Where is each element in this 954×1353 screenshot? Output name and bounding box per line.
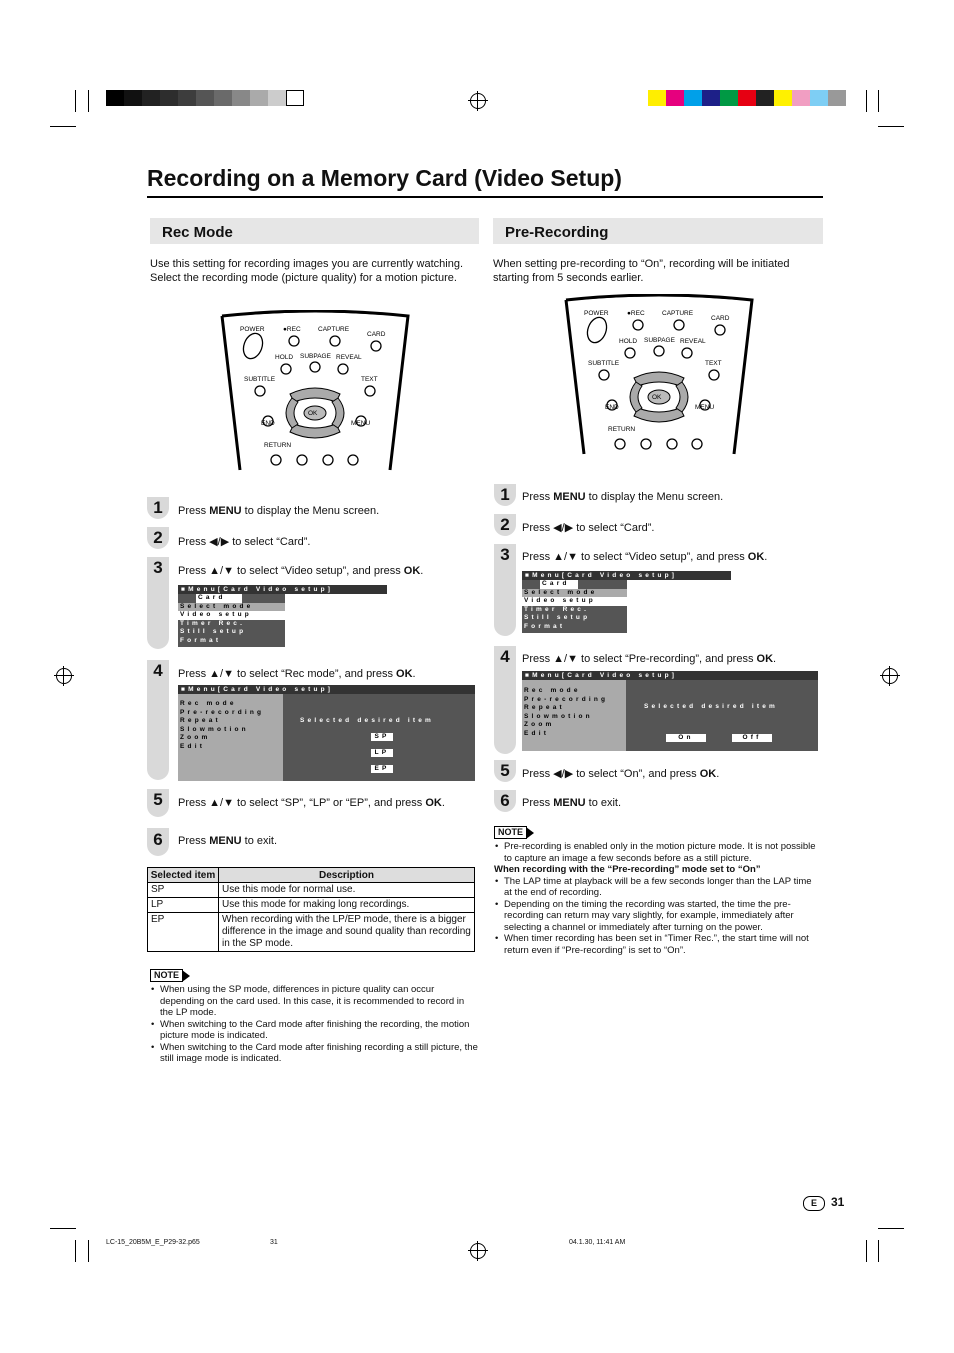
menu-screen-video-setup — [178, 685, 475, 781]
footer-file: LC-15_20B5M_E_P29-32.p65 — [106, 1239, 200, 1246]
step-text: Press ▲/▼ to select “Pre-recording”, and press OK. — [522, 653, 777, 665]
crop-mark — [88, 1240, 89, 1262]
table-cell-item: SP — [148, 883, 219, 898]
menu-item[interactable]: Format — [180, 636, 222, 644]
step-text: Press ◀/▶ to select “Card”. — [178, 536, 311, 548]
remote-label-menu: MENU — [695, 404, 715, 411]
menu-screen-card — [178, 585, 387, 647]
rec-mode-table — [147, 867, 475, 952]
remote-label-text: TEXT — [361, 376, 378, 383]
menu-item[interactable]: Slowmotion — [180, 725, 249, 733]
title-rule — [147, 196, 823, 198]
remote-label-end: END — [605, 404, 619, 411]
step-number: 6 — [500, 791, 510, 810]
crop-mark — [50, 1228, 76, 1229]
step-text: Press ▲/▼ to select “Video setup”, and press OK. — [522, 551, 768, 563]
menu-item[interactable]: Pre-recording — [524, 695, 609, 703]
menu-screen-video-setup — [522, 671, 818, 751]
table-row — [148, 898, 475, 913]
menu-item[interactable]: Card — [540, 580, 578, 589]
menu-item[interactable]: Video setup — [522, 597, 627, 606]
note-item: • The LAP time at playback will be a few seconds longer than the LAP time at the end of recording. — [494, 876, 822, 899]
crop-mark — [878, 1228, 904, 1229]
rec-mode-notes — [150, 984, 478, 1065]
registration-mark-icon — [882, 668, 898, 684]
note-item: • Depending on the timing the recording was started, the time the pre-recording can return may vary slightly, for example, immediately after selecting a channel or immediately after turning on the power. — [494, 899, 822, 934]
note-item: • When switching to the Card mode after finishing the recording, the motion picture mode is indicated. — [150, 1019, 478, 1042]
registration-mark-icon — [56, 668, 72, 684]
step-number: 3 — [153, 558, 163, 577]
step-text: Press ▲/▼ to select “Rec mode”, and press OK. — [178, 668, 416, 680]
table-cell-desc: Use this mode for normal use. — [219, 883, 475, 898]
crop-mark — [866, 90, 867, 112]
step-text: Press MENU to exit. — [522, 797, 622, 809]
remote-label-ok: OK — [652, 394, 662, 401]
crop-mark — [866, 1240, 867, 1262]
note-item: • When timer recording has been set in “Timer Rec.”, the start time will not return even if “Pre-recording” is set to “On”. — [494, 933, 822, 956]
table-cell-item: EP — [148, 913, 219, 952]
option-ep[interactable]: EP — [371, 765, 393, 773]
menu-item[interactable]: Repeat — [524, 704, 565, 711]
table-row — [148, 913, 475, 952]
page-number-value: 31 — [831, 1195, 845, 1209]
crop-mark — [88, 90, 89, 112]
crop-mark — [75, 90, 76, 112]
crop-mark — [878, 1240, 879, 1262]
table-header: Selected item — [148, 868, 219, 883]
registration-mark-icon — [470, 1243, 486, 1259]
note-label: NOTE — [150, 969, 183, 982]
remote-label-rec: ●REC — [627, 310, 645, 317]
step-number: 2 — [153, 528, 163, 547]
menu-item[interactable]: Select mode — [178, 603, 285, 612]
option-on[interactable]: On — [666, 734, 706, 742]
remote-label-menu: MENU — [351, 420, 371, 427]
crop-mark — [878, 90, 879, 112]
menu-item[interactable]: Card — [196, 594, 242, 603]
option-lp[interactable]: LP — [371, 749, 393, 757]
remote-label-subtitle: SUBTITLE — [588, 360, 620, 367]
step-number: 5 — [500, 761, 510, 780]
section-heading-pre-recording: Pre-Recording — [493, 218, 823, 244]
step-number: 3 — [500, 545, 510, 564]
menu-item[interactable]: Zoom — [524, 721, 555, 728]
footer-date: 04.1.30, 11:41 AM — [569, 1239, 626, 1246]
rec-mode-intro: Use this setting for recording images you are currently watching. Select the recording mode (picture quality) for a motion picture. — [150, 258, 464, 284]
menu-item[interactable]: Format — [524, 622, 566, 630]
page-number — [803, 1195, 844, 1211]
pre-recording-notes — [494, 841, 822, 956]
menu-title: ■Menu[Card Video setup] — [522, 571, 731, 580]
menu-item[interactable]: Select mode — [522, 589, 627, 598]
remote-label-card: CARD — [367, 331, 386, 338]
table-row — [148, 883, 475, 898]
step-text: Press ◀/▶ to select “Card”. — [522, 522, 655, 534]
step-text: Press ▲/▼ to select “Video setup”, and press OK. — [178, 565, 424, 577]
step-number: 1 — [153, 498, 163, 517]
section-heading-rec-mode: Rec Mode — [150, 218, 479, 244]
step-number: 4 — [153, 661, 163, 680]
remote-label-subpage: SUBPAGE — [300, 353, 331, 360]
menu-title: ■Menu[Card Video setup] — [522, 671, 818, 680]
remote-label-reveal: REVEAL — [680, 338, 706, 345]
remote-label-subtitle: SUBTITLE — [244, 376, 276, 383]
option-off[interactable]: Off — [732, 734, 772, 742]
remote-label-subpage: SUBPAGE — [644, 337, 675, 344]
crop-mark — [75, 1240, 76, 1262]
note-item: • Pre-recording is enabled only in the motion picture mode. It is not possible to capture an image a few seconds before as a still picture. — [494, 841, 822, 864]
menu-item[interactable]: Still setup — [524, 614, 591, 621]
language-badge: E — [803, 1196, 825, 1211]
remote-label-text: TEXT — [705, 360, 722, 367]
menu-item[interactable]: Timer Rec. — [180, 619, 246, 627]
remote-label-reveal: REVEAL — [336, 354, 362, 361]
menu-item[interactable]: Video setup — [178, 611, 285, 620]
menu-item[interactable]: Rec mode — [524, 687, 581, 694]
table-cell-item: LP — [148, 898, 219, 913]
remote-control-illustration — [564, 294, 754, 459]
note-label: NOTE — [494, 826, 527, 839]
remote-label-capture: CAPTURE — [318, 326, 350, 333]
remote-label-ok: OK — [308, 410, 318, 417]
menu-screen-card — [522, 571, 731, 633]
registration-mark-icon — [470, 93, 486, 109]
menu-item[interactable]: Zoom — [180, 734, 211, 741]
table-cell-desc: Use this mode for making long recordings. — [219, 898, 475, 913]
menu-item[interactable]: Slowmotion — [524, 712, 593, 720]
note-item: • When using the SP mode, differences in picture quality can occur depending on the card used. In this case, it is recommended to record in the LP mode. — [150, 984, 478, 1019]
menu-prompt: Selected desired item — [644, 703, 779, 710]
note-subheading: When recording with the “Pre-recording” mode set to “On” — [494, 864, 761, 875]
crop-mark — [50, 126, 76, 127]
menu-item[interactable]: Repeat — [180, 717, 221, 724]
remote-label-return: RETURN — [264, 442, 292, 449]
menu-item[interactable]: Edit — [524, 729, 550, 737]
remote-label-power: POWER — [584, 310, 609, 317]
menu-title: ■Menu[Card Video setup] — [178, 685, 475, 694]
menu-title: ■Menu[Card Video setup] — [178, 585, 387, 594]
step-text: Press MENU to display the Menu screen. — [178, 505, 380, 517]
footer-page: 31 — [270, 1239, 278, 1246]
remote-label-hold: HOLD — [275, 354, 294, 361]
step-number: 6 — [153, 830, 163, 849]
menu-item[interactable]: Edit — [180, 742, 206, 750]
table-header: Description — [219, 868, 475, 883]
step-text: Press MENU to exit. — [178, 835, 278, 847]
step-number: 4 — [500, 647, 510, 666]
step-text: Press ▲/▼ to select “SP”, “LP” or “EP”, and press OK. — [178, 797, 445, 809]
menu-item[interactable]: Pre-recording — [180, 708, 265, 716]
grayscale-bar — [106, 90, 304, 106]
step-number: 2 — [500, 515, 510, 534]
color-calibration-bar — [648, 90, 846, 106]
remote-label-card: CARD — [711, 315, 730, 322]
remote-control-illustration — [220, 310, 410, 475]
remote-label-power: POWER — [240, 326, 265, 333]
page-title: Recording on a Memory Card (Video Setup) — [147, 165, 622, 191]
pre-recording-intro: When setting pre-recording to “On”, recording will be initiated starting from 5 seconds earlier. — [493, 258, 790, 284]
step-text: Press ◀/▶ to select “On”, and press OK. — [522, 768, 720, 780]
step-number: 1 — [500, 485, 510, 504]
step-number: 5 — [153, 790, 163, 809]
remote-label-hold: HOLD — [619, 338, 638, 345]
remote-label-rec: ●REC — [283, 326, 301, 333]
menu-prompt: Selected desired item — [300, 717, 435, 724]
remote-label-return: RETURN — [608, 426, 636, 433]
note-item: • When switching to the Card mode after finishing recording a still picture, the still image mode is indicated. — [150, 1042, 478, 1065]
crop-mark — [878, 126, 904, 127]
menu-item[interactable]: Rec mode — [180, 700, 237, 707]
menu-item[interactable]: Still setup — [180, 628, 247, 635]
option-sp[interactable]: SP — [371, 733, 393, 741]
table-cell-desc: When recording with the LP/EP mode, there is a bigger difference in the image and sound quality than recording in the SP mode. — [219, 913, 475, 952]
menu-item[interactable]: Timer Rec. — [524, 605, 590, 613]
remote-label-capture: CAPTURE — [662, 310, 694, 317]
remote-label-end: END — [261, 420, 275, 427]
step-text: Press MENU to display the Menu screen. — [522, 491, 724, 503]
